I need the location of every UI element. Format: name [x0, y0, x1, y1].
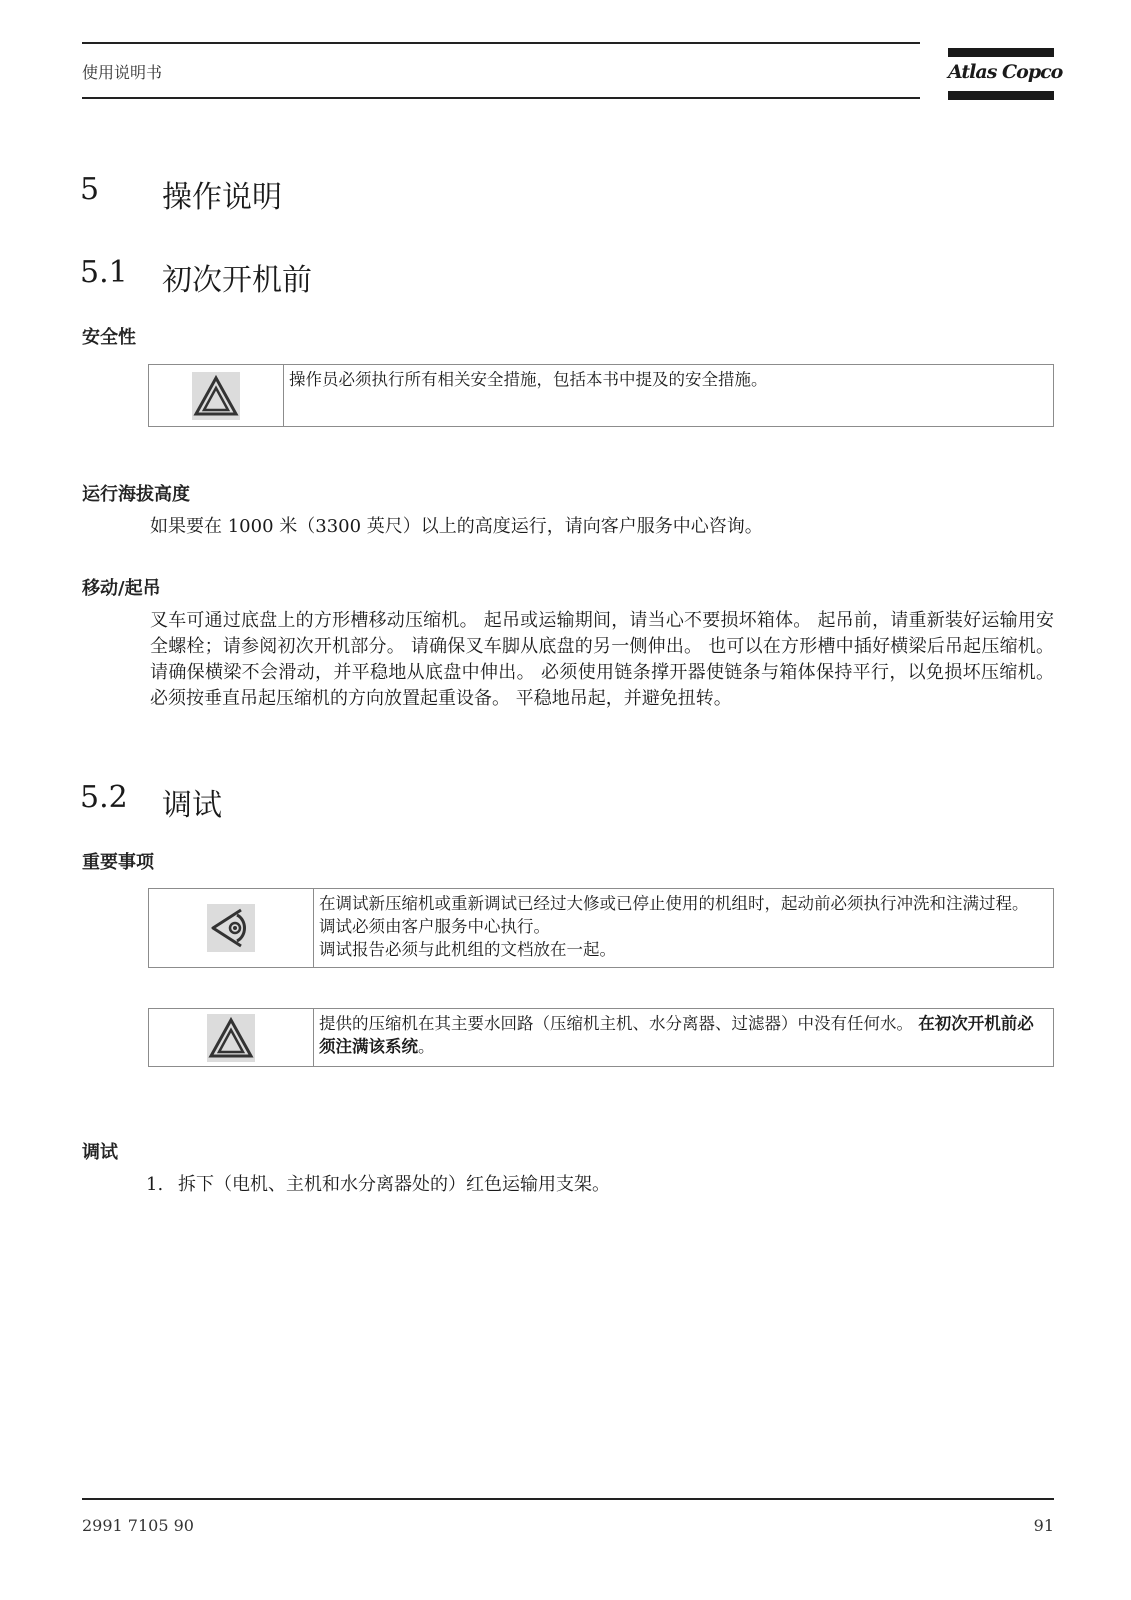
list-item-number: 1.: [146, 1174, 164, 1195]
section-number: 5: [80, 172, 100, 207]
footer-page-number: 91: [1033, 1516, 1054, 1535]
section-number: 5.2: [80, 780, 128, 815]
section-title: 调试: [162, 788, 222, 823]
subheading-altitude: 运行海拔高度: [82, 484, 190, 505]
altitude-paragraph: 如果要在 1000 米（3300 英尺）以上的高度运行，请向客户服务中心咨询。: [150, 516, 763, 537]
list-item: [146, 1172, 1054, 1198]
lifting-paragraph: 叉车可通过底盘上的方形槽移动压缩机。 起吊或运输期间，请当心不要损坏箱体。 起吊前，请重新装好运输用安全螺栓；请参阅初次开机部分。 请确保叉车脚从底盘的另一侧伸出。 也可以在方形槽中插好横梁后吊起压缩机。 请确保横梁不会滑动，并平稳地从底盘中伸出。 必须使用链条撑开器使链条与箱体保持平行，以免损坏压缩机。 必须按垂直吊起压缩机的方向放置起重设备。 平稳地吊起，并避免扭转。: [150, 610, 1054, 709]
list-item-text: 拆下（电机、主机和水分离器处的）红色运输用支架。: [178, 1174, 610, 1195]
subheading-commissioning: 调试: [82, 1142, 118, 1163]
header-doc-title: 使用说明书: [82, 63, 163, 82]
commissioning-notice-text: [313, 889, 1053, 967]
section-5-heading: [80, 172, 580, 215]
eye-icon: [207, 904, 255, 952]
section-5-2-heading: [80, 780, 580, 823]
commissioning-notice: [148, 888, 1054, 968]
subheading-lifting: 移动/起吊: [82, 578, 161, 599]
section-5-1-heading: [80, 255, 580, 298]
section-title: 操作说明: [162, 180, 282, 215]
notice-text-bold: 在初次开机前必须注满该系统: [319, 1014, 1034, 1056]
footer-rule: [82, 1498, 1054, 1500]
notice-text-regular: 提供的压缩机在其主要水回路（压缩机主机、水分离器、过滤器）中没有任何水。: [319, 1014, 919, 1033]
water-circuit-notice: [148, 1008, 1054, 1067]
subheading-important: 重要事项: [82, 852, 154, 873]
brand-logo: [948, 48, 1063, 100]
commissioning-notice-line-1: 在调试新压缩机或重新调试已经过大修或已停止使用的机组时，起动前必须执行冲洗和注满过程。 调试必须由客户服务中心执行。: [319, 894, 1029, 936]
header-rule-top: [82, 42, 920, 44]
section-number: 5.1: [80, 255, 128, 290]
safety-notice-text: 操作员必须执行所有相关安全措施，包括本书中提及的安全措施。: [289, 370, 768, 389]
header-rule-bottom: [82, 97, 920, 99]
notice-text-end: 。: [418, 1037, 435, 1056]
subheading-safety: 安全性: [82, 327, 136, 348]
brand-logo-text: Atlas Copco: [948, 61, 1063, 83]
commissioning-notice-line-2: 调试报告必须与此机组的文档放在一起。: [319, 940, 616, 959]
warning-triangle-icon: [192, 372, 240, 420]
section-title: 初次开机前: [162, 263, 312, 298]
safety-notice: [148, 364, 1054, 427]
water-circuit-notice-text: [313, 1009, 1053, 1066]
warning-triangle-icon: [207, 1014, 255, 1062]
footer-doc-number: 2991 7105 90: [82, 1516, 194, 1535]
